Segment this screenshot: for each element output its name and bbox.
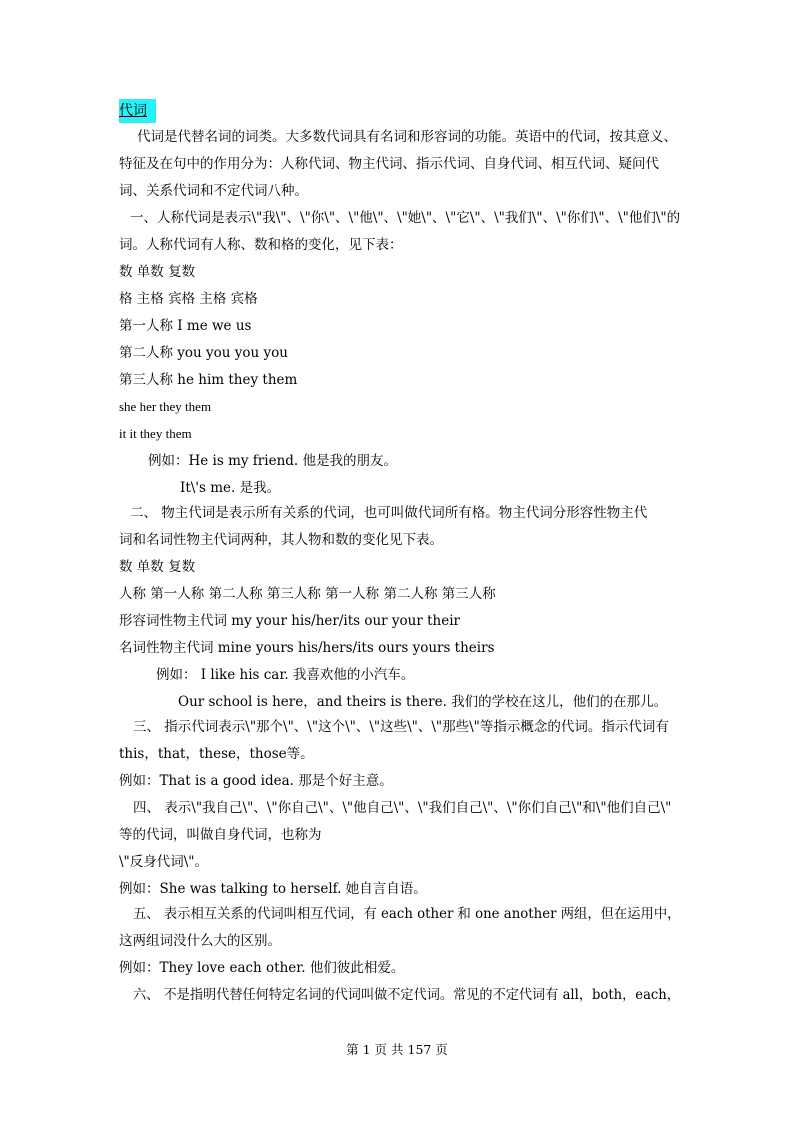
text-line: this，that，these，those等。 [119,746,314,762]
table-row: 形容词性物主代词 my your his/her/its our your their [119,613,460,629]
text-line: 代词是代替名词的词类。大多数代词具有名词和形容词的功能。英语中的代词，按其意义、 [137,129,677,145]
example-line: 例如： I like his car. 我喜欢他的小汽车。 [156,667,415,683]
text-line: 特征及在句中的作用分为：人称代词、物主代词、指示代词、自身代词、相互代词、疑问代 [119,156,659,172]
text-line: \"反身代词\"。 [119,854,209,870]
table-row: 第三人称 he him they them [119,372,298,388]
example-line: 例如：They love each other. 他们彼此相爱。 [119,960,405,976]
example-line: 例如：That is a good idea. 那是个好主意。 [119,773,393,789]
text-line: 二、 物主代词是表示所有关系的代词，也可叫做代词所有格。物主代词分形容性物主代 [130,505,648,521]
text-line: 五、 表示相互关系的代词叫相互代词，有 each other 和 one another 两组，但在运用中， [133,906,681,922]
example-line: Our school is here，and theirs is there. 我们的学校在这儿，他们的在那儿。 [178,694,668,710]
page-title: 代词 [119,99,156,123]
text-line: 等的代词，叫做自身代词，也称为 [119,827,322,843]
text-line: 词、关系代词和不定代词八种。 [119,183,308,199]
example-line: 例如：She was talking to herself. 她自言自语。 [119,881,427,897]
example-line: It\'s me. 是我。 [180,480,281,496]
text-line: 六、 不是指明代替任何特定名词的代词叫做不定代词。常见的不定代词有 all，both，each， [133,987,680,1003]
text-line: 一、人称代词是表示\"我\"、\"你\"、\"他\"、\"她\"、\"它\"、\"我们\"、\"你们\"、\"他们\"的 [130,210,681,226]
text-line: 词和名词性物主代词两种，其人物和数的变化见下表。 [119,532,443,548]
table-row: 数 单数 复数 [119,264,196,280]
table-row: 格 主格 宾格 主格 宾格 [119,291,258,307]
table-row: 名词性物主代词 mine yours his/hers/its ours yours theirs [119,640,495,656]
page-footer: 第 1 页 共 157 页 [346,1042,448,1057]
text-line: 这两组词没什么大的区别。 [119,933,281,949]
table-row: 第一人称 I me we us [119,318,252,334]
table-row: 数 单数 复数 [119,559,196,575]
example-line: 例如：He is my friend. 他是我的朋友。 [148,453,397,469]
text-line: 三、 指示代词表示\"那个\"、\"这个\"、\"这些\"、\"那些\"等指示概念的代词。指示代词有 [133,719,669,735]
table-row: 第二人称 you you you you [119,345,288,361]
text-line: 词。人称代词有人称、数和格的变化，见下表： [119,237,403,253]
table-row: she her they them [119,399,212,414]
text-line: 四、 表示\"我自己\"、\"你自己\"、\"他自己\"、\"我们自己\"、\"你们自己\"和\"他们自己\" [133,800,672,816]
table-row: it it they them [119,426,192,441]
table-row: 人称 第一人称 第二人称 第三人称 第一人称 第二人称 第三人称 [119,586,496,602]
